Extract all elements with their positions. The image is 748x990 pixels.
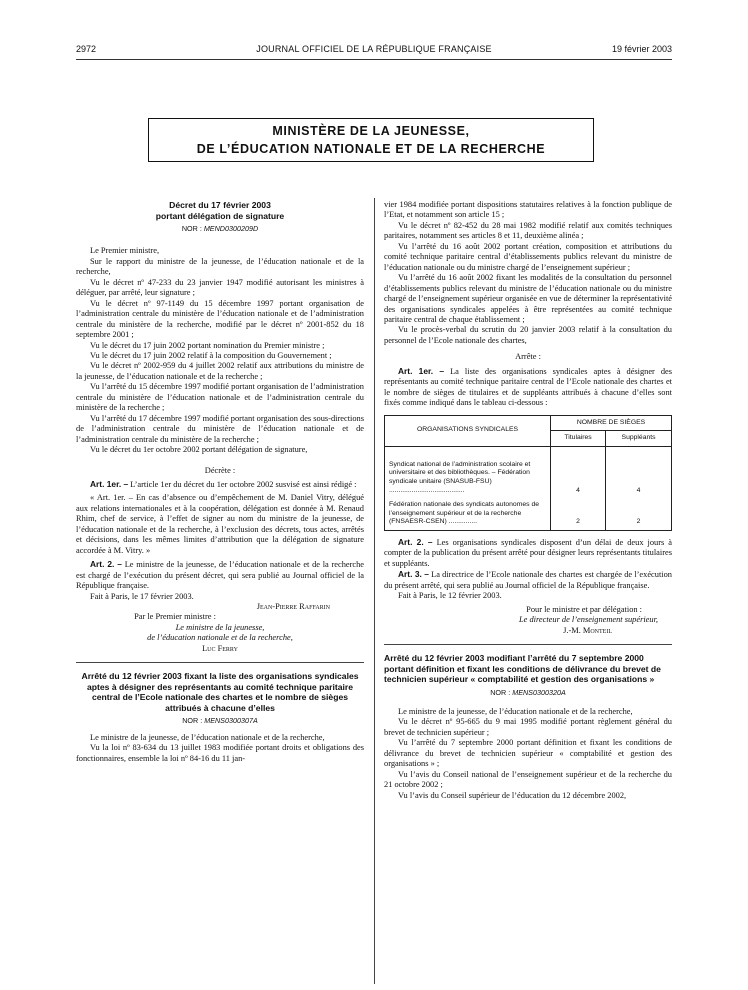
article-label: Art. 3. – <box>398 569 429 580</box>
decret-visa: Vu le décret nº 97-1149 du 15 décembre 1997 portant organisation de l’administration centrale du ministère de l’éducation nationale et de l’administration centrale du ministère de la recherche, modifié par le décret nº 2001-852 du 18 septembre 2001 ; <box>76 298 364 340</box>
decret-article-2 <box>76 559 364 591</box>
decret-article-1-quote: « Art. 1er. – En cas d’absence ou d’empêchement de M. Daniel Vitry, délégué aux relations internationales et à la coopération, délégation est donnée à M. Renaud Rhim, chef de service, à l’effet de signer au nom du ministre de la jeunesse, de l’éducation nationale et de la recherche, à l’exclusion des décrets, tous actes, arrêtés et décisions, dans les mêmes limites d’attribution que la délégation de signature accordée à M. Vitry. » <box>76 493 364 555</box>
page-header <box>76 44 672 58</box>
arrete2-visa: Vu l’avis du Conseil supérieur de l’éducation du 12 décembre 2002, <box>398 790 627 800</box>
arrete1-article-1 <box>384 366 672 409</box>
decret-visa: Vu le décret nº 47-233 du 23 janvier 1947 modifié autorisant les ministres à déléguer, par arrêté, leur signature ; <box>76 277 364 298</box>
arrete2-visa: Vu l’arrêté du 7 septembre 2000 portant définition et fixant les conditions de délivrance du brevet de technicien supérieur « comptabilité et gestion des organisations » ; <box>384 738 672 769</box>
arrete1-visa: Vu l’arrêté du 16 août 2002 fixant les modalités de la consultation du personnel d’établissements publics relevant du ministre de l’éducation nationale ou du ministre chargé de l’enseignement supérieur organisée en vue de déterminer la représentativité des organisations syndicales appelées à être représentées au comité technique paritaire central de chaque établissement ; <box>384 273 672 324</box>
issue-date: 19 février 2003 <box>611 44 672 54</box>
article-label: Art. 2. – <box>90 559 122 570</box>
table-cell-suppleants: 4 <box>606 446 672 498</box>
decret-visa: Vu le décret du 17 juin 2002 relatif à la composition du Gouvernement ; <box>90 350 332 360</box>
nor-code: MENS0300320A <box>512 687 566 697</box>
table-header-sieges: NOMBRE DE SIÈGES <box>551 415 672 431</box>
arrete1-nor <box>76 716 364 726</box>
decret-fait: Fait à Paris, le 17 février 2003. <box>90 591 194 601</box>
arrete1-visa-continued: vier 1984 modifiée portant dispositions statutaires relatives à la fonction publique de l’Etat, et notamment son article 15 ; <box>384 200 672 220</box>
arrete1-visa: Vu l’arrêté du 16 août 2002 portant création, composition et attributions du comité technique paritaire central d’établissements publics relevant du ministre de l’éducation nationale ou du ministre chargé de l’enseignement supérieur ; <box>384 241 672 272</box>
article-text: Les organisations syndicales disposent d’un délai de deux jours à compter de la publication du présent arrêté pour désigner leurs représentants titulaires et suppléants. <box>384 537 673 568</box>
directeur-title: Le directeur de l’enseignement supérieur, <box>518 615 658 625</box>
nor-label: NOR : <box>181 224 202 233</box>
nor-label: NOR : <box>490 687 511 697</box>
decrete-label: Décrète : <box>204 465 236 475</box>
left-column <box>76 200 364 764</box>
journal-title: JOURNAL OFFICIEL DE LA RÉPUBLIQUE FRANÇAISE <box>256 44 492 54</box>
ministry-heading <box>148 118 594 162</box>
section-separator <box>76 662 364 663</box>
table-header-org: ORGANISATIONS SYNDICALES <box>385 415 551 446</box>
sieges-table <box>384 415 672 531</box>
table-row <box>385 446 672 498</box>
decret-visa: Vu l’arrêté du 17 décembre 1997 modifié portant organisation des sous-directions de l’administration centrale du ministère de l’éducation nationale et de l’administration centrale du ministère de la recherche ; <box>76 413 364 444</box>
arrete1-fait: Fait à Paris, le 12 février 2003. <box>398 591 502 601</box>
header-rule <box>76 59 672 60</box>
decret-visa: Vu le décret nº 2002-959 du 4 juillet 2002 relatif aux attributions du ministre de la jeunesse, de l’éducation nationale et de la recherche ; <box>76 361 364 381</box>
decret-title-line-1: Décret du 17 février 2003 <box>169 200 271 210</box>
table-cell-org: Syndicat national de l’administration scolaire et universitaire et des bibliothèques. – Fédération syndicale unitaire (SNASUB-FSU) ........................................ <box>385 446 551 498</box>
directeur-name: J.-M. Monteil <box>563 625 612 635</box>
article-label: Art. 1er. – <box>90 478 129 489</box>
arrete2-nor <box>384 688 672 698</box>
arrete-label: Arrête : <box>515 352 541 362</box>
arrete2-opening: Le ministre de la jeunesse, de l’éducation nationale et de la recherche, <box>398 706 633 716</box>
table-row <box>385 498 672 530</box>
nor-label: NOR : <box>182 716 203 726</box>
pour-le-ministre: Pour le ministre et par délégation : <box>526 604 642 614</box>
decret-visa: Vu l’arrêté du 15 décembre 1997 modifié portant organisation de l’administration centrale du ministère de l’éducation nationale et de l’administration centrale du ministère de la recherche ; <box>76 382 364 413</box>
nor-code: MEND0300209D <box>203 224 259 233</box>
arrete2-title: Arrêté du 12 février 2003 modifiant l’arrêté du 7 septembre 2000 portant définition et fixant les conditions de délivrance du brevet de technicien supérieur « comptabilité et gestion des organisations » <box>384 653 661 685</box>
right-column <box>384 200 672 801</box>
decret-nor <box>76 224 364 234</box>
arrete1-visa: Vu le décret nº 82-452 du 28 mai 1982 modifié relatif aux comités techniques paritaires, notamment ses articles 8 et 11, deuxième alinéa ; <box>384 220 672 241</box>
table-header-suppleants: Suppléants <box>606 431 672 447</box>
article-label: Art. 2. – <box>398 536 433 547</box>
table-cell-titulaires: 2 <box>551 498 606 530</box>
table-cell-suppleants: 2 <box>606 498 672 530</box>
par-premier-ministre: Par le Premier ministre : <box>134 612 216 622</box>
arrete1-visa: Vu la loi nº 83-634 du 13 juillet 1983 modifiée portant droits et obligations des fonctionnaires, ensemble la loi nº 84-16 du 11 jan- <box>76 743 364 763</box>
minister-title-2: de l’éducation nationale et de la recherche, <box>147 633 293 643</box>
table-cell-org: Fédération nationale des syndicats autonomes de l’enseignement supérieur et de la recherche (FNSAESR-CSEN) ............... <box>385 498 551 530</box>
column-divider <box>374 198 375 984</box>
arrete1-article-3 <box>384 569 672 591</box>
ministry-line-2: DE L’ÉDUCATION NATIONALE ET DE LA RECHERCHE <box>196 142 546 156</box>
decret-visa: Vu le décret du 1er octobre 2002 portant délégation de signature, <box>90 445 308 455</box>
page-number: 2972 <box>76 44 97 54</box>
decret-title-line-2: portant délégation de signature <box>155 210 285 221</box>
article-text: L’article 1er du décret du 1er octobre 2002 susvisé est ainsi rédigé : <box>130 479 357 489</box>
table-header-titulaires: Titulaires <box>551 431 606 447</box>
article-label: Art. 1er. – <box>398 365 445 376</box>
decret-visa: Vu le décret du 17 juin 2002 portant nomination du Premier ministre ; <box>90 340 325 350</box>
article-text: La liste des organisations syndicales aptes à désigner des représentants au comité technique paritaire central de l’Ecole nationale des chartes et le nombre de sièges de titulaires et de suppléants attribués à chacune d’elles sont fixés comme indiqué dans le tableau ci-dessous : <box>384 366 673 408</box>
section-separator <box>384 644 672 645</box>
decret-article-1 <box>76 479 364 490</box>
decret-visa: Sur le rapport du ministre de la jeunesse, de l’éducation nationale et de la recherche, <box>76 256 364 277</box>
minister-name: Luc Ferry <box>202 643 238 653</box>
arrete1-visa: Vu le procès-verbal du scrutin du 20 janvier 2003 relatif à la consultation du personnel de l’Ecole nationale des chartes, <box>384 325 672 345</box>
decret-signatory: Jean-Pierre Raffarin <box>256 601 330 611</box>
minister-title-1: Le ministre de la jeunesse, <box>175 622 265 632</box>
arrete1-article-2 <box>384 537 672 569</box>
arrete1-title: Arrêté du 12 février 2003 fixant la liste des organisations syndicales aptes à désigner des représentants au comité technique paritaire central de l’Ecole nationale des chartes et le nombre de sièges attribués à chacune d’elles <box>81 671 359 713</box>
ministry-line-1: MINISTÈRE DE LA JEUNESSE, <box>272 124 470 138</box>
article-text: La directrice de l’Ecole nationale des chartes est chargée de l’exécution du présent arrêté, qui sera publié au Journal officiel de la République française. <box>384 570 672 590</box>
article-text: Le ministre de la jeunesse, de l’éducation nationale et de la recherche est chargé de l’exécution du présent décret, qui sera publié au Journal officiel de la République française. <box>76 560 365 591</box>
table-cell-titulaires: 4 <box>551 446 606 498</box>
nor-code: MENS0300307A <box>204 716 258 726</box>
arrete1-opening: Le ministre de la jeunesse, de l’éducation nationale et de la recherche, <box>90 732 325 742</box>
arrete2-visa: Vu l’avis du Conseil national de l’enseignement supérieur et de la recherche du 21 octobre 2002 ; <box>384 769 672 790</box>
decret-opening: Le Premier ministre, <box>90 246 160 256</box>
arrete2-visa: Vu le décret nº 95-665 du 9 mai 1995 modifié portant règlement général du brevet de technicien supérieur ; <box>384 717 672 737</box>
decret-title <box>76 200 364 221</box>
